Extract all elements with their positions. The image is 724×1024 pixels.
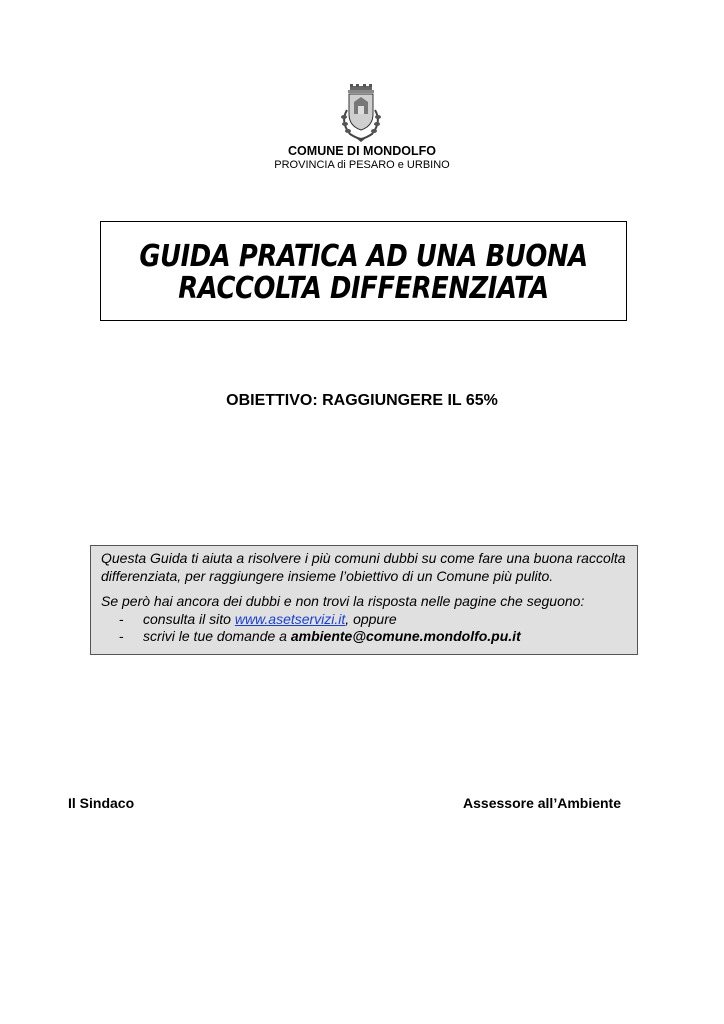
website-prefix: consulta il sito <box>143 610 235 627</box>
list-item <box>101 628 627 646</box>
objective-heading: OBIETTIVO: RAGGIUNGERE IL 65% <box>226 392 498 409</box>
contact-email: ambiente@comune.mondolfo.pu.it <box>290 628 521 644</box>
info-intro-paragraph: Questa Guida ti aiuta a risolvere i più comuni dubbi su come fare una buona raccolta differenziata, per raggiungere insieme l’obiettivo di un Comune più pulito. <box>101 550 626 584</box>
info-box <box>90 545 638 655</box>
guide-title-line-1: GUIDA PRATICA AD UNA BUONA <box>139 239 588 274</box>
municipality-name: COMUNE DI MONDOLFO <box>288 144 436 158</box>
list-item <box>101 611 627 629</box>
info-help-paragraph: Se però hai ancora dei dubbi e non trovi la risposta nelle pagine che seguono: <box>101 593 585 609</box>
help-list <box>101 611 627 646</box>
environment-councillor-label: Assessore all’Ambiente <box>463 795 621 811</box>
website-suffix: , oppure <box>345 610 397 627</box>
website-link[interactable]: www.asetservizi.it <box>234 610 346 627</box>
guide-title-line-2: RACCOLTA DIFFERENZIATA <box>178 271 549 306</box>
list-dash: - <box>119 628 124 644</box>
municipal-crest-icon <box>334 84 388 144</box>
province-name: PROVINCIA di PESARO e URBINO <box>274 159 450 171</box>
title-box <box>100 221 627 321</box>
email-prefix: scrivi le tue domande a <box>143 628 291 644</box>
mayor-signature-label: Il Sindaco <box>68 795 135 811</box>
list-dash: - <box>119 610 124 627</box>
